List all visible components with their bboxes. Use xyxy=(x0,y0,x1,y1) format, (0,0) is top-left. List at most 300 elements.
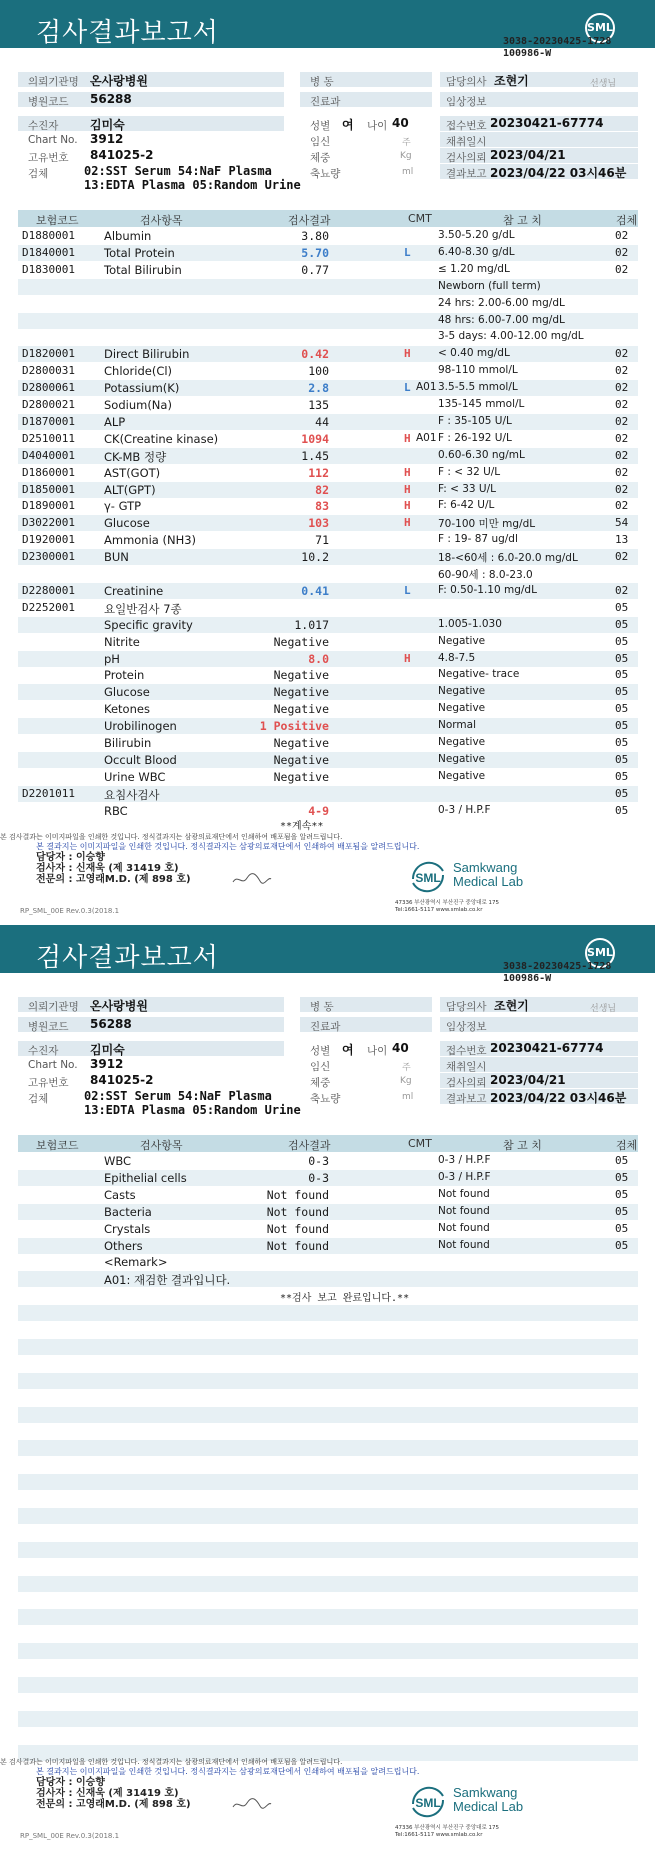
urine-volume-unit: ml xyxy=(402,1092,414,1102)
cell-code: D1840001 xyxy=(22,245,75,259)
cell-specimen: 05 xyxy=(615,769,629,783)
header-result: 검사결과 xyxy=(288,214,331,227)
table-row xyxy=(18,228,638,244)
cell-reference: 70-100 미만 mg/dL xyxy=(438,518,536,531)
cell-result: 44 xyxy=(315,414,329,429)
cell-reference: 24 hrs: 2.00-6.00 mg/dL xyxy=(438,296,565,309)
doctor-value: 조현기 xyxy=(494,999,529,1013)
sex-value: 여 xyxy=(342,1043,354,1057)
table-row xyxy=(18,769,638,785)
sex-label: 성별 xyxy=(310,120,331,132)
cell-reference: 3-5 days: 4.00-12.00 mg/dL xyxy=(438,330,584,343)
header-reference: 참 고 치 xyxy=(503,1139,542,1152)
table-row xyxy=(18,1440,638,1456)
cell-item: Epithelial cells xyxy=(104,1170,187,1185)
table-row xyxy=(18,448,638,464)
cell-reference: Not found xyxy=(438,1204,490,1217)
table-row xyxy=(18,634,638,650)
cell-reference: 48 hrs: 6.00-7.00 mg/dL xyxy=(438,313,565,326)
table-row xyxy=(18,515,638,531)
table-row xyxy=(18,1508,638,1524)
cell-reference: Not found xyxy=(438,1238,490,1251)
institution-label: 의뢰기관명 xyxy=(28,76,79,88)
report-footer xyxy=(0,832,655,922)
cell-specimen: 02 xyxy=(615,347,629,361)
cell-item: A01: 재검한 결과입니다. xyxy=(104,1273,231,1288)
cell-specimen: 05 xyxy=(615,736,629,749)
table-row xyxy=(18,296,638,312)
cell-code: D2252001 xyxy=(22,600,75,614)
chart-no-value: 3912 xyxy=(90,1057,124,1071)
cell-code: D2201011 xyxy=(22,786,75,800)
cell-result: 112 xyxy=(308,465,329,480)
lab-address-line-2: Tel:1661-5117 www.smlab.co.kr xyxy=(395,1832,483,1838)
cell-cmt: A01 xyxy=(416,431,437,444)
test-request-label: 검사의뢰 xyxy=(446,1077,487,1089)
institution-value: 온사랑병원 xyxy=(90,74,148,88)
table-row xyxy=(18,600,638,616)
result-report-label: 결과보고 xyxy=(446,168,487,180)
cell-specimen: 05 xyxy=(615,668,629,682)
table-row xyxy=(18,380,638,396)
cell-result: 1.45 xyxy=(301,448,329,463)
cell-reference: Not found xyxy=(438,1221,490,1234)
cell-specimen: 02 xyxy=(615,398,629,411)
cell-specimen: 02 xyxy=(615,245,629,259)
department-label: 진료과 xyxy=(310,96,341,108)
table-row xyxy=(18,1728,638,1744)
form-revision: RP_SML_00E Rev.0.3(2018.1 xyxy=(20,1832,120,1840)
cell-reference: 6.40-8.30 g/dL xyxy=(438,245,515,258)
clinical-info-label: 임상정보 xyxy=(446,1021,487,1033)
cell-flag: H xyxy=(404,431,411,445)
cell-reference: ≤ 1.20 mg/dL xyxy=(438,262,510,275)
header-result: 검사결과 xyxy=(288,1139,331,1152)
cell-item: Urine WBC xyxy=(104,769,166,784)
cell-reference: Newborn (full term) xyxy=(438,279,541,292)
cell-reference: 98-110 mmol/L xyxy=(438,364,518,377)
cell-item: Glucose xyxy=(104,516,150,531)
table-row xyxy=(18,397,638,413)
sml-logo-icon: SML xyxy=(585,13,615,43)
staff-manager: 담당자 : 이승향 xyxy=(36,1777,105,1788)
cell-reference: 60-90세 : 8.0-23.0 xyxy=(438,569,533,581)
cell-item: Nitrite xyxy=(104,634,140,649)
table-row xyxy=(18,617,638,633)
cell-result: Not found xyxy=(266,1238,329,1253)
cell-code: D1880001 xyxy=(22,229,75,242)
patient-name-value: 김미숙 xyxy=(90,118,125,132)
cell-code: D1860001 xyxy=(22,465,75,479)
doctor-suffix: 선생님 xyxy=(590,1004,617,1014)
document-number: 3038-20230425-1728 100986-W xyxy=(503,961,612,984)
table-row xyxy=(18,465,638,481)
cell-result: 83 xyxy=(315,499,329,514)
cell-flag: H xyxy=(404,499,411,513)
table-row xyxy=(18,346,638,362)
table-row xyxy=(18,1407,638,1423)
age-label: 나이 xyxy=(367,1045,388,1057)
lab-name-line-1: Samkwang xyxy=(453,860,518,875)
cell-item: RBC xyxy=(104,803,128,818)
cell-specimen: 05 xyxy=(615,1204,629,1218)
collection-time-label: 채취일시 xyxy=(446,1061,487,1073)
cell-specimen: 05 xyxy=(615,1170,629,1184)
form-revision: RP_SML_00E Rev.0.3(2018.1 xyxy=(20,907,120,915)
cell-reference: Normal xyxy=(438,719,476,732)
staff-info xyxy=(36,1777,191,1810)
cell-item: CK-MB 정량 xyxy=(104,449,167,464)
table-row xyxy=(18,735,638,751)
table-row xyxy=(18,803,638,819)
cell-result: 0-3 xyxy=(308,1154,329,1168)
specimen-label: 검체 xyxy=(28,1093,49,1105)
chart-no-label: Chart No. xyxy=(28,134,78,146)
cell-specimen: 05 xyxy=(615,702,629,716)
cell-specimen: 05 xyxy=(615,1154,629,1167)
cell-result: Negative xyxy=(273,668,329,683)
report-page-2 xyxy=(0,925,655,1850)
table-row xyxy=(18,1153,638,1169)
cell-reference: < 0.40 mg/dL xyxy=(438,347,510,360)
table-row xyxy=(18,1221,638,1237)
cell-code: D2800061 xyxy=(22,381,75,395)
cell-reference: F : 19- 87 ug/dl xyxy=(438,533,518,546)
collection-time-label: 채취일시 xyxy=(446,136,487,148)
staff-info xyxy=(36,852,191,885)
sml-logo-icon xyxy=(408,1782,448,1822)
cell-item: ALP xyxy=(104,414,126,429)
results-table xyxy=(18,1135,638,1755)
cell-reference: Negative xyxy=(438,736,486,748)
cell-item: Potassium(K) xyxy=(104,381,180,396)
pregnancy-label: 임신 xyxy=(310,136,331,148)
cell-specimen: 02 xyxy=(615,465,629,479)
header-reference: 참 고 치 xyxy=(503,214,542,227)
staff-manager: 담당자 : 이승향 xyxy=(36,852,105,863)
cell-specimen: 02 xyxy=(615,431,629,445)
cell-flag: L xyxy=(404,583,411,597)
pregnancy-label: 임신 xyxy=(310,1061,331,1073)
header-item: 검사항목 xyxy=(140,214,183,227)
receipt-no-value: 20230421-67774 xyxy=(490,1041,604,1055)
cell-specimen: 02 xyxy=(615,482,629,496)
institution-label: 의뢰기관명 xyxy=(28,1001,79,1013)
hospital-code-value: 56288 xyxy=(90,92,132,106)
staff-tester: 검사자 : 신재욱 (제 31419 호) xyxy=(36,1788,179,1799)
sex-label: 성별 xyxy=(310,1045,331,1057)
unique-no-label: 고유번호 xyxy=(28,1077,69,1089)
cell-result: 1094 xyxy=(301,431,329,446)
table-row xyxy=(18,549,638,565)
staff-tester: 검사자 : 신재욱 (제 31419 호) xyxy=(36,863,179,874)
table-row xyxy=(18,1238,638,1254)
table-row xyxy=(18,245,638,261)
urine-volume-label: 축뇨량 xyxy=(310,168,341,180)
cell-result: Negative xyxy=(273,634,329,649)
lab-address-line-1: 47336 부산광역시 부산진구 중앙대로 175 xyxy=(395,900,500,906)
cell-reference: F : 26-192 U/L xyxy=(438,431,512,444)
cell-item: pH xyxy=(104,651,120,666)
cell-result: 10.2 xyxy=(301,550,329,565)
receipt-no-label: 접수번호 xyxy=(446,1045,487,1057)
cell-specimen: 13 xyxy=(615,533,629,547)
cell-item: ALT(GPT) xyxy=(104,482,156,497)
cell-result: 3.80 xyxy=(301,229,329,243)
test-request-label: 검사의뢰 xyxy=(446,152,487,164)
lab-address xyxy=(395,900,499,914)
cell-specimen: 05 xyxy=(615,786,629,800)
cell-code: D3022001 xyxy=(22,516,75,530)
hospital-code-label: 병원코드 xyxy=(28,1021,69,1033)
patient-label: 수진자 xyxy=(28,1045,59,1057)
table-row xyxy=(18,1576,638,1592)
cell-item: Protein xyxy=(104,668,145,683)
chart-no-label: Chart No. xyxy=(28,1059,78,1071)
cell-item: Sodium(Na) xyxy=(104,398,172,412)
document-number: 3038-20230425-1728 100986-W xyxy=(503,36,612,59)
hospital-code-value: 56288 xyxy=(90,1017,132,1031)
cell-reference: F: 6-42 U/L xyxy=(438,499,495,512)
cell-reference: F: < 33 U/L xyxy=(438,482,497,495)
cell-reference: F : < 32 U/L xyxy=(438,465,501,478)
cell-result: 2.8 xyxy=(308,381,329,396)
table-row xyxy=(18,279,638,295)
cell-result: Negative xyxy=(273,752,329,767)
table-row xyxy=(18,1711,638,1727)
patient-info-block xyxy=(0,993,655,1123)
footer-note: 본 검사결과는 이미지파일을 인쇄한 것입니다. 정식결과지는 삼광의료재단에서 인쇄하여 배포됨을 알려드립니다. xyxy=(0,833,343,841)
cell-item: Bacteria xyxy=(104,1204,152,1219)
header-code: 보험코드 xyxy=(36,1139,79,1152)
cell-specimen: 02 xyxy=(615,381,629,395)
cell-item: Specific gravity xyxy=(104,617,193,632)
table-row xyxy=(18,532,638,548)
cell-code: D1870001 xyxy=(22,414,75,428)
receipt-no-label: 접수번호 xyxy=(446,120,487,132)
table-row xyxy=(18,1187,638,1203)
age-value: 40 xyxy=(392,116,409,130)
specimen-line-2: 13:EDTA Plasma 05:Random Urine xyxy=(84,1103,301,1117)
table-row xyxy=(18,313,638,329)
table-row xyxy=(18,1542,638,1558)
cell-item: Casts xyxy=(104,1187,136,1202)
staff-specialist: 전문의 : 고영래M.D. (제 898 호) xyxy=(36,874,191,885)
table-row xyxy=(18,1660,638,1676)
cell-specimen: 54 xyxy=(615,516,629,530)
cell-result: Not found xyxy=(266,1187,329,1202)
cell-reference: 0.60-6.30 ng/mL xyxy=(438,448,525,461)
table-row xyxy=(18,1559,638,1575)
cell-flag: H xyxy=(404,651,411,665)
ward-label: 병 동 xyxy=(310,76,334,88)
table-row xyxy=(18,1322,638,1338)
table-row xyxy=(18,1356,638,1372)
table-row xyxy=(18,566,638,582)
cell-specimen: 05 xyxy=(615,803,629,817)
sex-value: 여 xyxy=(342,118,354,132)
header-item: 검사항목 xyxy=(140,1139,183,1152)
footer-note: 본 검사결과는 이미지파일을 인쇄한 것입니다. 정식결과지는 삼광의료재단에서 인쇄하여 배포됨을 알려드립니다. xyxy=(0,1758,343,1766)
table-row xyxy=(18,1339,638,1355)
cell-specimen: 05 xyxy=(615,651,629,665)
cell-item: CK(Creatine kinase) xyxy=(104,431,219,446)
table-row xyxy=(18,1592,638,1608)
table-row xyxy=(18,651,638,667)
cell-result: Negative xyxy=(273,769,329,784)
cell-item: Chloride(Cl) xyxy=(104,364,173,379)
cell-reference: F : 35-105 U/L xyxy=(438,414,512,427)
lab-name xyxy=(453,861,523,889)
chart-no-value: 3912 xyxy=(90,132,124,146)
svg-text:SML: SML xyxy=(415,871,441,885)
specimen-line-1: 02:SST Serum 54:NaF Plasma xyxy=(84,164,272,178)
cell-specimen: 05 xyxy=(615,617,629,631)
cell-code: D2800021 xyxy=(22,398,75,411)
result-report-value: 2023/04/22 03시46분 xyxy=(490,1091,627,1105)
clinical-info-label: 임상정보 xyxy=(446,96,487,108)
specimen-line-1: 02:SST Serum 54:NaF Plasma xyxy=(84,1089,272,1103)
patient-info-block xyxy=(0,68,655,198)
unique-no-value: 841025-2 xyxy=(90,1073,154,1087)
cell-reference: 0-3 / H.P.F xyxy=(438,1170,491,1183)
cell-item: Occult Blood xyxy=(104,752,177,767)
cell-result: 82 xyxy=(315,482,329,497)
cell-result: Negative xyxy=(273,736,329,750)
cell-item: Total Protein xyxy=(104,245,175,260)
table-row xyxy=(18,1423,638,1439)
sml-logo-icon xyxy=(408,857,448,897)
cell-specimen: 05 xyxy=(615,1187,629,1201)
signature-image xyxy=(232,1797,272,1814)
cell-flag: H xyxy=(404,482,411,496)
cell-code: D2280001 xyxy=(22,583,75,597)
table-row xyxy=(18,1491,638,1507)
cell-reference: 135-145 mmol/L xyxy=(438,398,525,410)
lab-name-line-2: Medical Lab xyxy=(453,1799,524,1814)
table-row xyxy=(18,1457,638,1473)
test-request-value: 2023/04/21 xyxy=(490,148,566,162)
cell-code: D1830001 xyxy=(22,262,75,276)
lab-name-line-1: Samkwang xyxy=(453,1785,518,1800)
cell-reference: Negative xyxy=(438,769,486,782)
cell-result: 0-3 xyxy=(308,1170,329,1185)
table-row xyxy=(18,1474,638,1490)
cell-code: D1890001 xyxy=(22,499,75,513)
sml-logo-icon: SML xyxy=(585,938,615,968)
report-title: 검사결과보고서 xyxy=(36,18,219,48)
cell-code: D1820001 xyxy=(22,347,75,361)
cell-specimen: 05 xyxy=(615,752,629,766)
table-row xyxy=(18,262,638,278)
patient-name-value: 김미숙 xyxy=(90,1043,125,1057)
cell-result: 0.41 xyxy=(301,583,329,598)
cell-specimen: 02 xyxy=(615,229,629,242)
age-value: 40 xyxy=(392,1041,409,1055)
specimen-label: 검체 xyxy=(28,168,49,180)
cell-item: 요침사검사 xyxy=(104,787,160,802)
cell-reference: Negative xyxy=(438,685,486,698)
report-complete-marker: **검사 보고 완료입니다.** xyxy=(280,1293,410,1304)
table-row xyxy=(18,1694,638,1710)
cell-result: 1.017 xyxy=(294,617,329,632)
cell-reference: Negative xyxy=(438,752,486,765)
table-row xyxy=(18,414,638,430)
table-header xyxy=(18,210,638,227)
table-header xyxy=(18,1135,638,1152)
cell-result: 0.77 xyxy=(301,262,329,277)
cell-result: 135 xyxy=(308,398,329,412)
footer-blue-note: 본 결과지는 이미지파일을 인쇄한 것입니다. 정식결과지는 삼광의료재단에서 인쇄하여 배포됨을 알려드립니다. xyxy=(36,1767,420,1776)
unique-no-value: 841025-2 xyxy=(90,148,154,162)
cell-specimen: 05 xyxy=(615,1238,629,1252)
cell-flag: L xyxy=(404,381,411,395)
cell-specimen: 02 xyxy=(615,364,629,378)
table-row xyxy=(18,1677,638,1693)
cell-result: 71 xyxy=(315,533,329,548)
cell-flag: H xyxy=(404,516,411,530)
cell-reference: Negative xyxy=(438,634,486,647)
pregnancy-unit: 주 xyxy=(402,1063,411,1073)
table-row xyxy=(18,1609,638,1625)
cell-item: WBC xyxy=(104,1154,132,1168)
cell-result: 100 xyxy=(308,364,329,379)
cell-result: Negative xyxy=(273,685,329,700)
lab-name xyxy=(453,1786,523,1814)
cell-code: D4040001 xyxy=(22,448,75,462)
table-row xyxy=(18,329,638,345)
age-label: 나이 xyxy=(367,120,388,132)
cell-reference: 3.5-5.5 mmol/L xyxy=(438,381,518,394)
cell-item: Ketones xyxy=(104,702,150,717)
weight-unit: Kg xyxy=(400,1076,412,1086)
weight-unit: Kg xyxy=(400,151,412,161)
cell-flag: H xyxy=(404,347,411,361)
footer-blue-note: 본 결과지는 이미지파일을 인쇄한 것입니다. 정식결과지는 삼광의료재단에서 인쇄하여 배포됨을 알려드립니다. xyxy=(36,842,420,851)
table-row xyxy=(18,1254,638,1270)
cell-code: D2800031 xyxy=(22,364,75,378)
cell-item: BUN xyxy=(104,550,129,565)
hospital-code-label: 병원코드 xyxy=(28,96,69,108)
specimen-line-2: 13:EDTA Plasma 05:Random Urine xyxy=(84,178,301,192)
cell-reference: 4.8-7.5 xyxy=(438,651,476,664)
doctor-suffix: 선생님 xyxy=(590,79,617,89)
continue-marker: **계속** xyxy=(280,821,324,832)
test-request-value: 2023/04/21 xyxy=(490,1073,566,1087)
patient-label: 수진자 xyxy=(28,120,59,132)
table-row xyxy=(18,786,638,802)
cell-item: Crystals xyxy=(104,1221,151,1236)
table-row xyxy=(18,701,638,717)
cell-reference: 0-3 / H.P.F xyxy=(438,1154,491,1166)
report-title: 검사결과보고서 xyxy=(36,943,219,973)
result-report-label: 결과보고 xyxy=(446,1093,487,1105)
cell-specimen: 02 xyxy=(615,499,629,513)
pregnancy-unit: 주 xyxy=(402,138,411,148)
institution-value: 온사랑병원 xyxy=(90,999,148,1013)
svg-text:SML: SML xyxy=(415,1796,441,1810)
cell-specimen: 02 xyxy=(615,262,629,276)
header-specimen: 검체 xyxy=(616,214,638,227)
results-table xyxy=(18,210,638,820)
table-row xyxy=(18,583,638,599)
urine-volume-unit: ml xyxy=(402,167,414,177)
doctor-value: 조현기 xyxy=(494,74,529,88)
result-report-value: 2023/04/22 03시46분 xyxy=(490,166,627,180)
cell-reference: Not found xyxy=(438,1187,490,1200)
cell-result: 0.42 xyxy=(301,347,329,362)
header-code: 보험코드 xyxy=(36,214,79,227)
